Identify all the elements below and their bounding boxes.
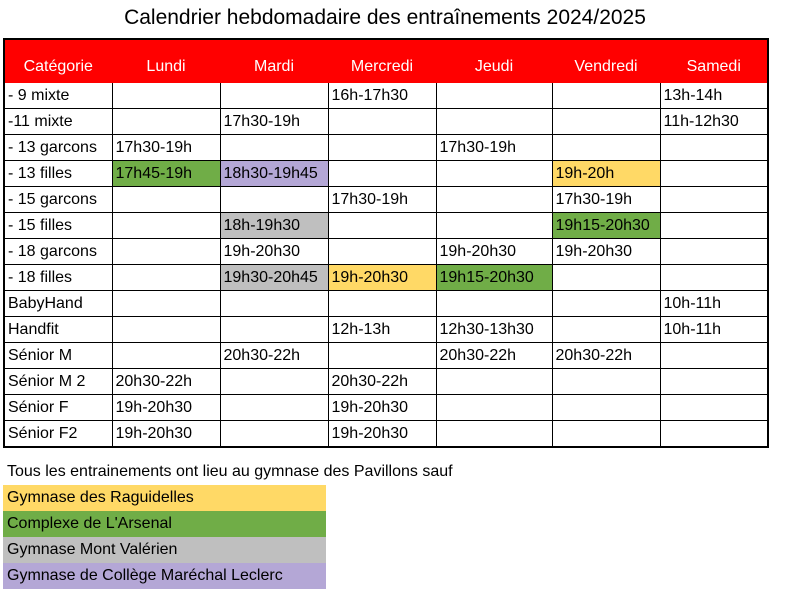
- schedule-cell: [660, 265, 768, 291]
- schedule-cell: [112, 291, 220, 317]
- category-cell: - 15 garcons: [4, 187, 112, 213]
- schedule-cell: 19h-20h30: [328, 265, 436, 291]
- schedule-cell: [552, 83, 660, 109]
- schedule-cell: 19h-20h: [552, 161, 660, 187]
- schedule-cell: [112, 187, 220, 213]
- schedule-cell: [112, 239, 220, 265]
- table-row: [4, 161, 768, 187]
- table-row: [4, 395, 768, 421]
- table-row: [4, 291, 768, 317]
- schedule-cell: [112, 109, 220, 135]
- table-row: [4, 317, 768, 343]
- schedule-cell: 17h30-19h: [436, 135, 552, 161]
- schedule-cell: [328, 135, 436, 161]
- category-cell: - 15 filles: [4, 213, 112, 239]
- schedule-cell: [552, 395, 660, 421]
- schedule-cell: [552, 135, 660, 161]
- page-title: Calendrier hebdomadaire des entraînements 2024/2025: [124, 6, 646, 29]
- schedule-cell: 17h30-19h: [220, 109, 328, 135]
- schedule-table: [3, 38, 769, 448]
- category-cell: - 13 garcons: [4, 135, 112, 161]
- column-header: Lundi: [112, 39, 220, 83]
- schedule-cell: 20h30-22h: [112, 369, 220, 395]
- table-row: [4, 239, 768, 265]
- schedule-cell: 20h30-22h: [328, 369, 436, 395]
- schedule-cell: [220, 135, 328, 161]
- table-row: [4, 265, 768, 291]
- schedule-cell: 13h-14h: [660, 83, 768, 109]
- column-header: Mardi: [220, 39, 328, 83]
- schedule-cell: [220, 369, 328, 395]
- category-cell: - 13 filles: [4, 161, 112, 187]
- schedule-cell: [660, 343, 768, 369]
- schedule-cell: 12h-13h: [328, 317, 436, 343]
- schedule-cell: 19h-20h30: [328, 421, 436, 448]
- category-cell: BabyHand: [4, 291, 112, 317]
- schedule-cell: 19h-20h30: [552, 239, 660, 265]
- schedule-cell: [436, 421, 552, 448]
- schedule-cell: 19h-20h30: [112, 395, 220, 421]
- schedule-cell: [552, 109, 660, 135]
- schedule-cell: [328, 109, 436, 135]
- schedule-cell: [436, 187, 552, 213]
- table-row: [4, 135, 768, 161]
- schedule-cell: [112, 265, 220, 291]
- schedule-cell: 19h-20h30: [328, 395, 436, 421]
- schedule-cell: [436, 291, 552, 317]
- category-cell: Sénior M 2: [4, 369, 112, 395]
- category-cell: Sénior F: [4, 395, 112, 421]
- schedule-cell: [660, 213, 768, 239]
- schedule-cell: [112, 83, 220, 109]
- category-cell: Sénior F2: [4, 421, 112, 448]
- schedule-cell: 20h30-22h: [436, 343, 552, 369]
- schedule-cell: [660, 421, 768, 448]
- schedule-cell: [436, 395, 552, 421]
- header-row: [4, 39, 768, 83]
- schedule-cell: [328, 239, 436, 265]
- schedule-cell: 12h30-13h30: [436, 317, 552, 343]
- category-cell: - 18 garcons: [4, 239, 112, 265]
- table-row: [4, 213, 768, 239]
- table-row: [4, 369, 768, 395]
- table-row: [4, 109, 768, 135]
- column-header: Vendredi: [552, 39, 660, 83]
- schedule-cell: [220, 421, 328, 448]
- schedule-cell: 20h30-22h: [552, 343, 660, 369]
- schedule-cell: 11h-12h30: [660, 109, 768, 135]
- schedule-cell: 19h-20h30: [112, 421, 220, 448]
- schedule-cell: 17h45-19h: [112, 161, 220, 187]
- category-cell: Sénior M: [4, 343, 112, 369]
- table-row: [4, 83, 768, 109]
- schedule-cell: [328, 343, 436, 369]
- schedule-cell: 18h30-19h45: [220, 161, 328, 187]
- category-cell: - 18 filles: [4, 265, 112, 291]
- schedule-cell: [436, 213, 552, 239]
- schedule-cell: [112, 213, 220, 239]
- category-cell: - 9 mixte: [4, 83, 112, 109]
- schedule-cell: [660, 187, 768, 213]
- schedule-cell: [220, 291, 328, 317]
- schedule-cell: [660, 135, 768, 161]
- column-header: Mercredi: [328, 39, 436, 83]
- schedule-cell: 19h15-20h30: [552, 213, 660, 239]
- column-header: Jeudi: [436, 39, 552, 83]
- schedule-cell: [660, 239, 768, 265]
- schedule-cell: [112, 343, 220, 369]
- schedule-cell: [552, 265, 660, 291]
- schedule-cell: [436, 161, 552, 187]
- schedule-header: [4, 39, 768, 83]
- schedule-cell: [220, 187, 328, 213]
- category-cell: Handfit: [4, 317, 112, 343]
- schedule-cell: [436, 369, 552, 395]
- schedule-cell: 20h30-22h: [220, 343, 328, 369]
- legend-item-arsenal: Complexe de L'Arsenal: [3, 511, 326, 537]
- legend-item-raguidelles: Gymnase des Raguidelles: [3, 485, 326, 511]
- schedule-cell: [328, 213, 436, 239]
- schedule-cell: 17h30-19h: [328, 187, 436, 213]
- schedule-cell: 19h15-20h30: [436, 265, 552, 291]
- column-header: Catégorie: [4, 39, 112, 83]
- column-header: Samedi: [660, 39, 768, 83]
- schedule-cell: [436, 83, 552, 109]
- schedule-cell: [552, 317, 660, 343]
- schedule-cell: [220, 83, 328, 109]
- schedule-cell: 19h-20h30: [436, 239, 552, 265]
- schedule-cell: 17h30-19h: [552, 187, 660, 213]
- schedule-cell: [552, 291, 660, 317]
- schedule-cell: [552, 421, 660, 448]
- schedule-cell: 10h-11h: [660, 291, 768, 317]
- table-row: [4, 343, 768, 369]
- table-row: [4, 187, 768, 213]
- legend-item-marechal-leclerc: Gymnase de Collège Maréchal Leclerc: [3, 563, 326, 589]
- venue-legend: [3, 485, 326, 589]
- venue-note: Tous les entrainements ont lieu au gymnase des Pavillons sauf: [7, 463, 453, 480]
- schedule-cell: [328, 161, 436, 187]
- schedule-cell: [660, 369, 768, 395]
- schedule-cell: [552, 369, 660, 395]
- schedule-cell: 17h30-19h: [112, 135, 220, 161]
- schedule-cell: [436, 109, 552, 135]
- schedule-cell: [220, 395, 328, 421]
- schedule-cell: 10h-11h: [660, 317, 768, 343]
- category-cell: -11 mixte: [4, 109, 112, 135]
- table-row: [4, 421, 768, 448]
- schedule-cell: [660, 395, 768, 421]
- schedule-cell: [220, 317, 328, 343]
- schedule-cell: 16h-17h30: [328, 83, 436, 109]
- schedule-cell: [112, 317, 220, 343]
- schedule-cell: [660, 161, 768, 187]
- schedule-cell: 18h-19h30: [220, 213, 328, 239]
- schedule-cell: 19h30-20h45: [220, 265, 328, 291]
- legend-item-mont-valerien: Gymnase Mont Valérien: [3, 537, 326, 563]
- schedule-body: [4, 83, 768, 448]
- schedule-cell: 19h-20h30: [220, 239, 328, 265]
- schedule-cell: [328, 291, 436, 317]
